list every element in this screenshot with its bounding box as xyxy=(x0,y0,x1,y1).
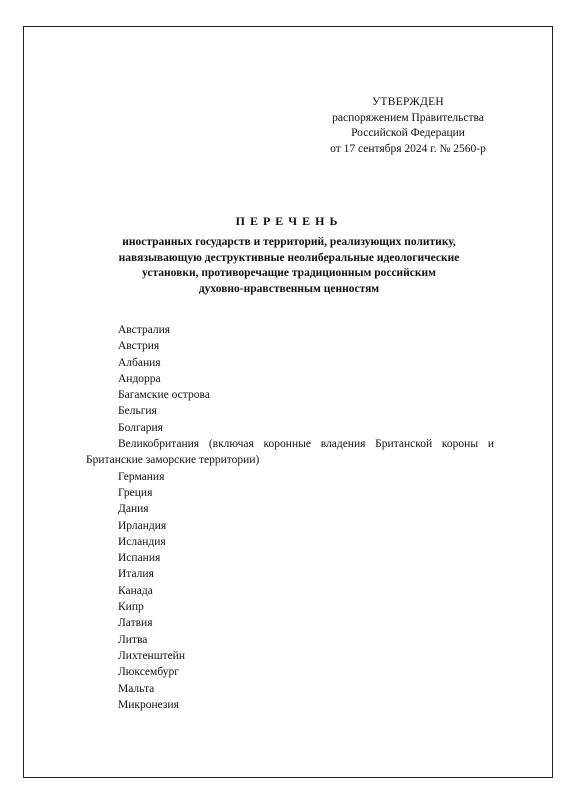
list-item: Италия xyxy=(118,568,154,581)
list-item: Кипр xyxy=(118,601,144,614)
country-list xyxy=(86,322,494,713)
list-item: Греция xyxy=(118,486,153,499)
list-item: Исландия xyxy=(118,535,166,548)
list-item: Канада xyxy=(118,584,153,597)
subtitle-line: иностранных государств и территорий, реализующих политику, xyxy=(122,236,456,248)
list-item: Андорра xyxy=(118,372,161,385)
list-item: Албания xyxy=(118,356,161,369)
subtitle-line: установки, противоречащие традиционным российским xyxy=(142,267,436,279)
list-item: Австрия xyxy=(118,340,160,353)
list-item: Багамские острова xyxy=(118,389,210,402)
list-item: Австралия xyxy=(118,324,171,336)
subtitle-line: навязывающую деструктивные неолиберальные идеологические xyxy=(118,251,460,264)
list-item: Ирландия xyxy=(118,519,167,532)
approval-block xyxy=(308,95,508,157)
list-item: Германия xyxy=(118,470,165,483)
approval-state: Российской Федерации xyxy=(351,127,465,139)
list-item: Болгария xyxy=(118,421,163,434)
list-item: Микронезия xyxy=(118,698,179,711)
list-item: Испания xyxy=(118,552,161,565)
approval-date-number: от 17 сентября 2024 г. № 2560-р xyxy=(330,142,486,155)
list-item: Лихтенштейн xyxy=(118,649,185,662)
list-item: Латвия xyxy=(118,617,153,630)
document-title: ПЕРЕЧЕНЬ xyxy=(235,214,343,228)
list-item: Мальта xyxy=(118,682,155,695)
list-item: Литва xyxy=(118,633,148,646)
list-item: Люксембург xyxy=(118,666,179,679)
approval-label: УТВЕРЖДЕН xyxy=(371,96,445,108)
document-subtitle xyxy=(94,235,484,297)
list-item: Бельгия xyxy=(118,405,157,418)
subtitle-line: духовно-нравственным ценностям xyxy=(198,282,380,295)
list-item: Великобритания (включая коронные владения Британской короны и Британские заморские территории) xyxy=(86,438,494,467)
approval-authority: распоряжением Правительства xyxy=(332,111,484,124)
document-page xyxy=(23,26,553,778)
list-item: Дания xyxy=(118,503,149,516)
